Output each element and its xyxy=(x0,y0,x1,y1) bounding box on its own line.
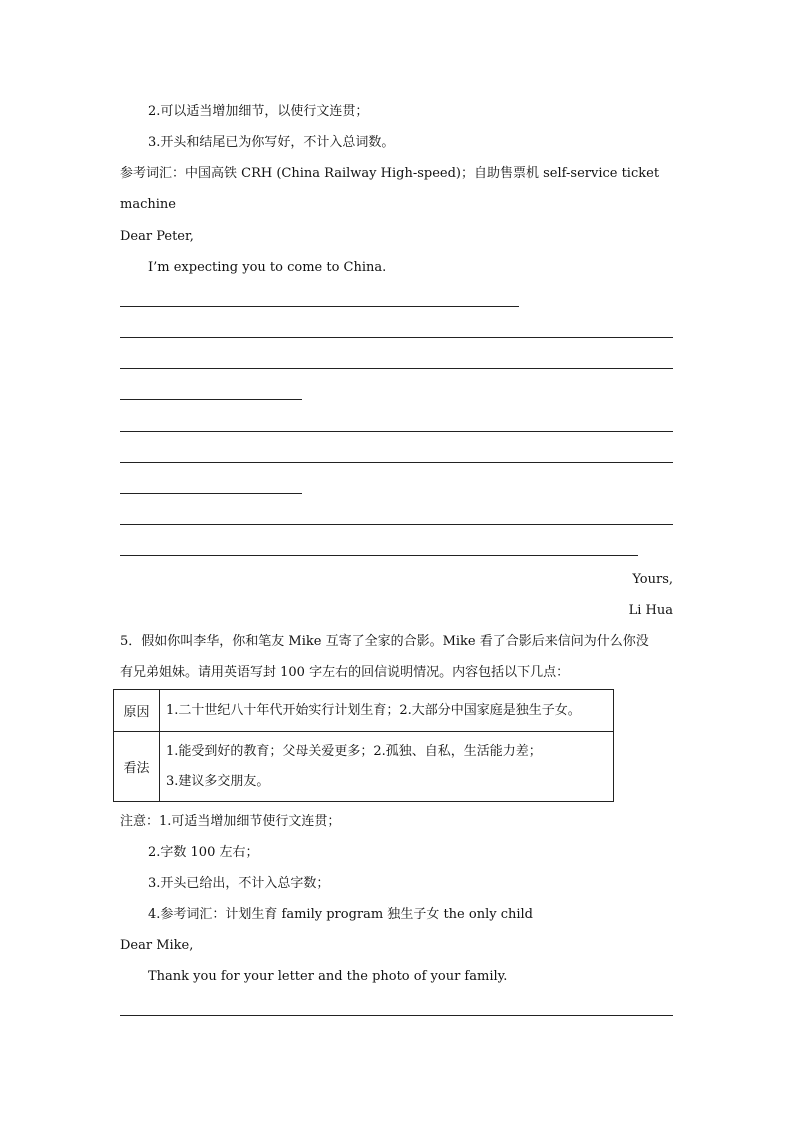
writing-line xyxy=(120,431,673,432)
vocab-line-2: machine xyxy=(120,197,176,212)
letter-signature: Li Hua xyxy=(628,603,673,618)
note-3: 3.开头已给出，不计入总字数； xyxy=(148,876,330,891)
note-detail: 2.可以适当增加细节，以使行文连贯； xyxy=(148,104,369,119)
question-prompt-line-2: 有兄弟姐妹。请用英语写封 100 字左右的回信说明情况。内容包括以下几点： xyxy=(120,665,570,680)
writing-line xyxy=(120,368,673,369)
writing-line xyxy=(120,493,302,494)
table-cell xyxy=(160,732,614,802)
letter-closing: Yours, xyxy=(632,572,673,587)
opinion-text-line-2: 3.建议多交朋友。 xyxy=(166,773,270,789)
opinion-text-line-1: 1.能受到好的教育；父母关爱更多；2.孤独、自私，生活能力差； xyxy=(166,743,542,759)
letter-opening-2: Thank you for your letter and the photo of your family. xyxy=(148,969,508,984)
letter-greeting: Dear Peter, xyxy=(120,229,194,244)
writing-line xyxy=(120,337,673,338)
letter-opening: I’m expecting you to come to China. xyxy=(148,260,387,275)
writing-line xyxy=(120,524,673,525)
row-header-reason: 原因 xyxy=(114,690,160,732)
table-row xyxy=(114,732,614,802)
writing-line xyxy=(120,306,519,307)
note-word-count: 3.开头和结尾已为你写好，不计入总词数。 xyxy=(148,135,395,150)
row-header-opinion: 看法 xyxy=(114,732,160,802)
writing-line xyxy=(120,1015,673,1016)
reason-text: 1.二十世纪八十年代开始实行计划生育；2.大部分中国家庭是独生子女。 xyxy=(166,702,581,718)
writing-line xyxy=(120,462,673,463)
question-prompt-line-1: 5．假如你叫李华，你和笔友 Mike 互寄了全家的合影。Mike 看了合影后来信问为什么你没 xyxy=(120,634,649,649)
writing-line xyxy=(120,555,638,556)
letter-greeting-2: Dear Mike, xyxy=(120,938,194,953)
content-points-table xyxy=(113,689,614,802)
vocab-line-1: 参考词汇：中国高铁 CRH (China Railway High-speed)；自助售票机 self-service ticket xyxy=(120,166,660,181)
table-cell xyxy=(160,690,614,732)
writing-line xyxy=(120,399,302,400)
table-row xyxy=(114,690,614,732)
note-4: 4.参考词汇：计划生育 family program 独生子女 the only child xyxy=(148,907,534,922)
note-2: 2.字数 100 左右； xyxy=(148,845,259,860)
note-1: 注意：1.可适当增加细节使行文连贯； xyxy=(120,814,341,829)
